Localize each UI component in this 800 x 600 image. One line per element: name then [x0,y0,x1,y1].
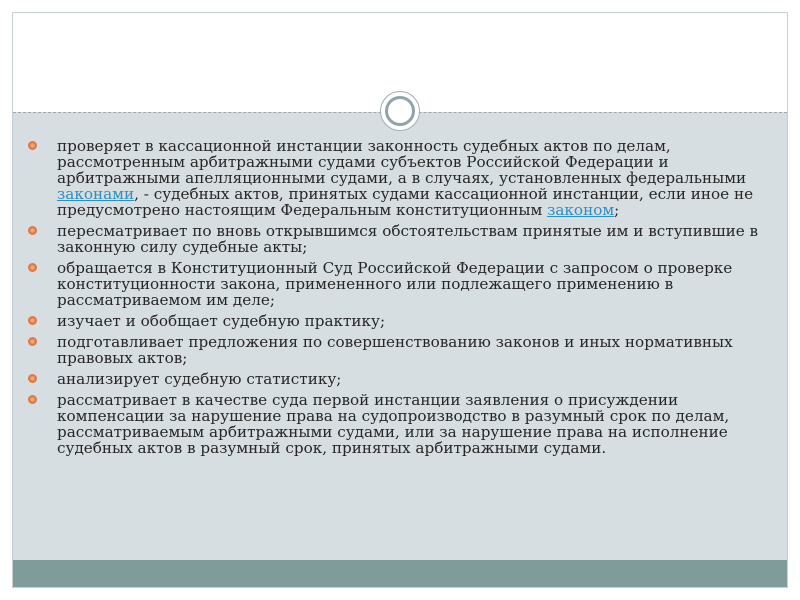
orange-circle-bullet-icon [28,226,37,235]
item-text: , - судебных актов, принятых судами кассационной инстанции, если иное не предусмотрено настоящим Федеральным конституционным [57,185,754,219]
item-text: обращается в Конституционный Суд Российской Федерации с запросом о проверке конституционности закона, примененного или подлежащего применению в рассматриваемом им деле; [57,259,733,309]
orange-circle-bullet-icon [28,316,37,325]
zakonom-link[interactable]: законом [547,201,615,219]
orange-circle-bullet-icon [28,263,37,272]
item-text: изучает и обобщает судебную практику; [57,312,386,330]
item-text: ; [614,201,620,219]
list-item [27,334,767,366]
item-text: рассматривает в качестве суда первой инстанции заявления о присуждении компенсации за нарушение права на судопроизводство в разумный срок по делам, рассматриваемым арбитражными судами, или за нарушение права на исполнение судебных актов в разумный срок, принятых арбитражными судами. [57,391,730,457]
double-circle-inner [385,96,415,126]
item-text: пересматривает по вновь открывшимся обстоятельствам принятые им и вступившие в законную силу судебные акты; [57,222,759,256]
slide [12,12,788,588]
list-item [27,138,767,218]
orange-circle-bullet-icon [28,141,37,150]
footer-bar [13,560,787,587]
list-item [27,260,767,308]
orange-circle-bullet-icon [28,395,37,404]
item-text: подготавливает предложения по совершенствованию законов и иных нормативных правовых актов; [57,333,733,367]
item-text: проверяет в кассационной инстанции законность судебных актов по делам, рассмотренным арбитражными судами субъектов Российской Федерации и арбитражными апелляционными судами, а в случаях, установленных федеральными [57,137,747,187]
list-item [27,313,767,329]
list-item [27,223,767,255]
zakonami-link[interactable]: законами [57,185,135,203]
list-item [27,392,767,456]
orange-circle-bullet-icon [28,374,37,383]
list-item [27,371,767,387]
orange-circle-bullet-icon [28,337,37,346]
item-text: анализирует судебную статистику; [57,370,342,388]
double-circle-icon [380,91,420,131]
bullet-list [27,138,767,461]
